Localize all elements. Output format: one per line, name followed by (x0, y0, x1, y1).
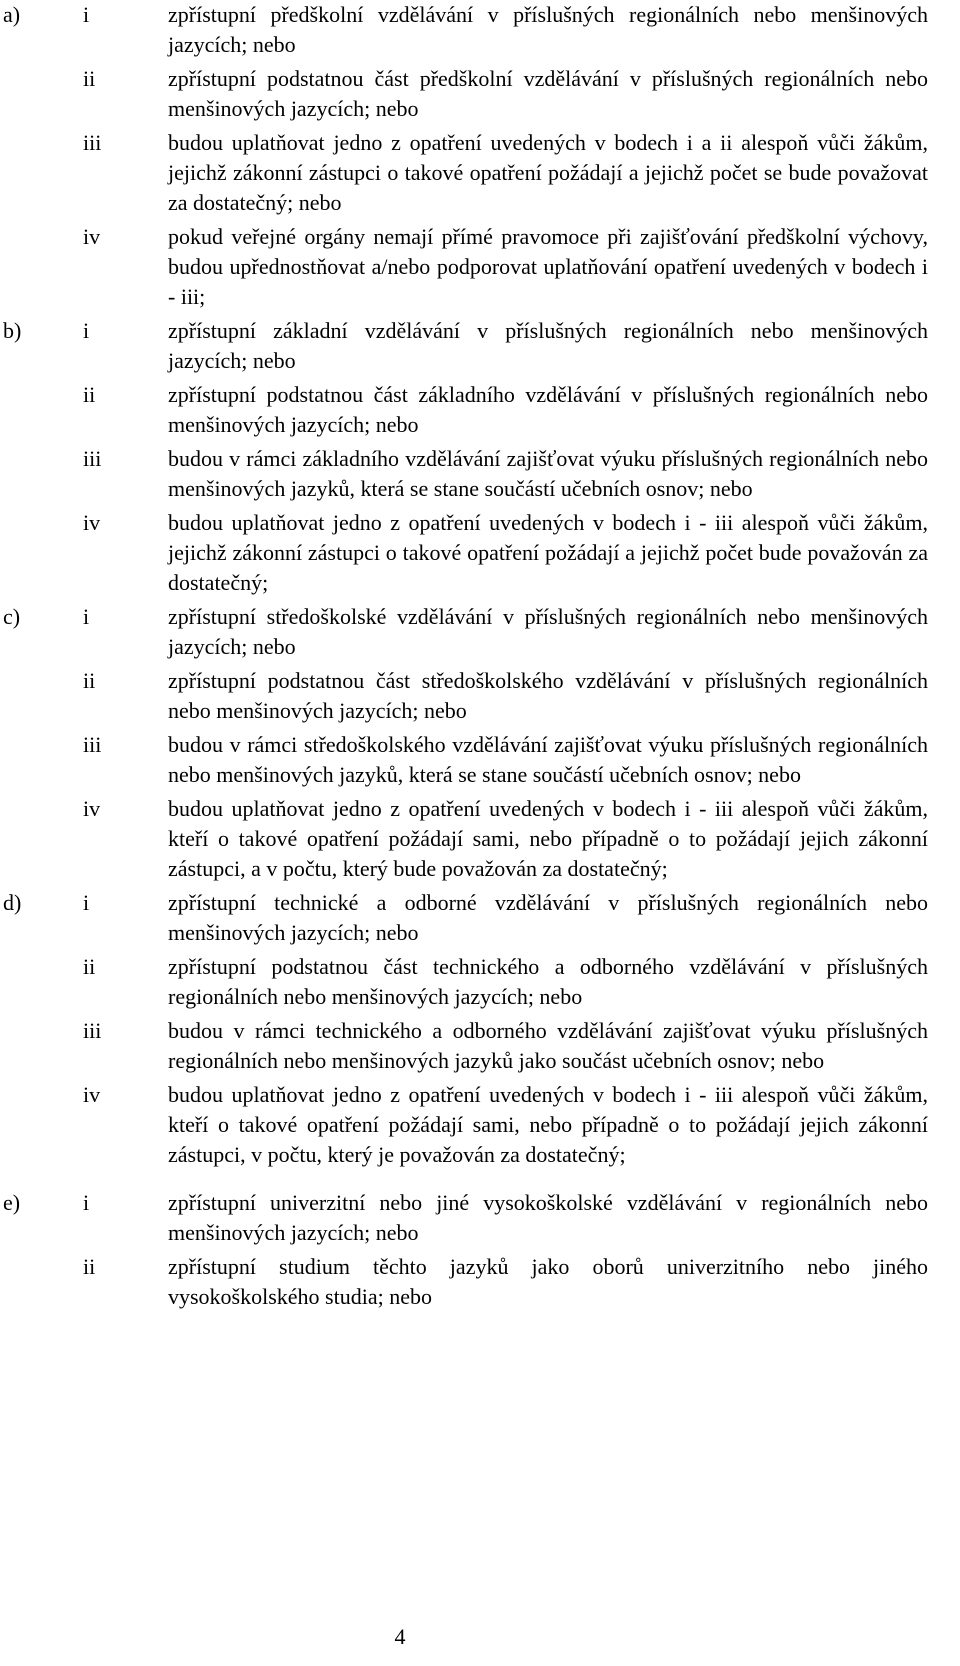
item-text: budou v rámci základního vzdělávání zajišťovat výuku příslušných regionálních nebo menšinových jazyků, která se stane součástí učebních osnov; nebo (168, 446, 928, 501)
item-c-iii (0, 730, 960, 790)
item-b-iii (0, 444, 960, 504)
group-letter: a) (3, 2, 21, 27)
item-c-i (0, 602, 960, 662)
item-c-iv (0, 794, 960, 884)
item-number: i (83, 890, 90, 915)
item-a-i (0, 0, 960, 60)
item-text: budou uplatňovat jedno z opatření uvedených v bodech i - iii alespoň vůči žákům, jejichž zákonní zástupci o takové opatření požádají a jejichž počet bude považován za dostatečný; (168, 510, 928, 595)
item-number: ii (83, 1254, 96, 1279)
item-d-ii (0, 952, 960, 1012)
group-c (0, 602, 960, 884)
item-text: zpřístupní podstatnou část středoškolského vzdělávání v příslušných regionálních nebo menšinových jazycích; nebo (168, 668, 928, 723)
item-text: zpřístupní předškolní vzdělávání v příslušných regionálních nebo menšinových jazycích; nebo (168, 2, 928, 57)
item-c-ii (0, 666, 960, 726)
item-text: zpřístupní podstatnou část základního vzdělávání v příslušných regionálních nebo menšinových jazycích; nebo (168, 382, 928, 437)
item-a-iv (0, 222, 960, 312)
group-d (0, 888, 960, 1170)
item-text: zpřístupní středoškolské vzdělávání v příslušných regionálních nebo menšinových jazycích; nebo (168, 604, 928, 659)
item-number: ii (83, 668, 96, 693)
item-text: budou uplatňovat jedno z opatření uvedených v bodech i - iii alespoň vůči žákům, kteří o takové opatření požádají sami, nebo případně o to požádají jejich zákonní zástupci, v počtu, který je považován za dostatečný; (168, 1082, 928, 1167)
item-a-iii (0, 128, 960, 218)
item-b-iv (0, 508, 960, 598)
item-number: iii (83, 1018, 102, 1043)
item-text: zpřístupní technické a odborné vzdělávání v příslušných regionálních nebo menšinových jazycích; nebo (168, 890, 928, 945)
item-d-iv (0, 1080, 960, 1170)
group-letter: b) (3, 318, 22, 343)
item-text: zpřístupní základní vzdělávání v příslušných regionálních nebo menšinových jazycích; nebo (168, 318, 928, 373)
item-text: zpřístupní studium těchto jazyků jako oborů univerzitního nebo jiného vysokoškolského studia; nebo (168, 1254, 928, 1309)
item-number: iv (83, 796, 101, 821)
item-text: zpřístupní univerzitní nebo jiné vysokoškolské vzdělávání v regionálních nebo menšinových jazycích; nebo (168, 1190, 928, 1245)
item-number: ii (83, 954, 96, 979)
item-text: budou v rámci středoškolského vzdělávání zajišťovat výuku příslušných regionálních nebo menšinových jazyků, která se stane součástí učebních osnov; nebo (168, 732, 928, 787)
page-number: 4 (394, 1624, 406, 1649)
item-text: zpřístupní podstatnou část předškolní vzdělávání v příslušných regionálních nebo menšinových jazycích; nebo (168, 66, 928, 121)
item-number: i (83, 318, 90, 343)
item-text: budou uplatňovat jedno z opatření uvedených v bodech i a ii alespoň vůči žákům, jejichž zákonní zástupci o takové opatření požádají a jejichž počet se bude považovat za dostatečný; nebo (168, 130, 928, 215)
item-number: iv (83, 1082, 101, 1107)
item-number: iii (83, 130, 102, 155)
item-d-iii (0, 1016, 960, 1076)
group-e (0, 1188, 960, 1312)
group-a (0, 0, 960, 312)
item-number: ii (83, 66, 96, 91)
item-e-ii (0, 1252, 960, 1312)
item-number: iii (83, 446, 102, 471)
group-letter: d) (3, 890, 22, 915)
spacer (0, 1174, 960, 1188)
group-letter: e) (3, 1190, 21, 1215)
item-number: iv (83, 224, 101, 249)
item-a-ii (0, 64, 960, 124)
item-b-ii (0, 380, 960, 440)
item-number: i (83, 1190, 90, 1215)
item-text: pokud veřejné orgány nemají přímé pravomoce při zajišťování předškolní výchovy, budou upřednostňovat a/nebo podporovat uplatňování opatření uvedených v bodech i - iii; (168, 224, 928, 309)
item-number: i (83, 604, 90, 629)
item-text: budou v rámci technického a odborného vzdělávání zajišťovat výuku příslušných regionálních nebo menšinových jazyků jako součást učebních osnov; nebo (168, 1018, 928, 1073)
item-number: iv (83, 510, 101, 535)
group-letter: c) (3, 604, 21, 629)
item-e-i (0, 1188, 960, 1248)
item-d-i (0, 888, 960, 948)
group-b (0, 316, 960, 598)
item-b-i (0, 316, 960, 376)
item-number: iii (83, 732, 102, 757)
item-number: i (83, 2, 90, 27)
item-text: zpřístupní podstatnou část technického a odborného vzdělávání v příslušných regionálních nebo menšinových jazycích; nebo (168, 954, 928, 1009)
item-text: budou uplatňovat jedno z opatření uvedených v bodech i - iii alespoň vůči žákům, kteří o takové opatření požádají sami, nebo případně o to požádají jejich zákonní zástupci, a v počtu, který bude považován za dostatečný; (168, 796, 928, 881)
item-number: ii (83, 382, 96, 407)
